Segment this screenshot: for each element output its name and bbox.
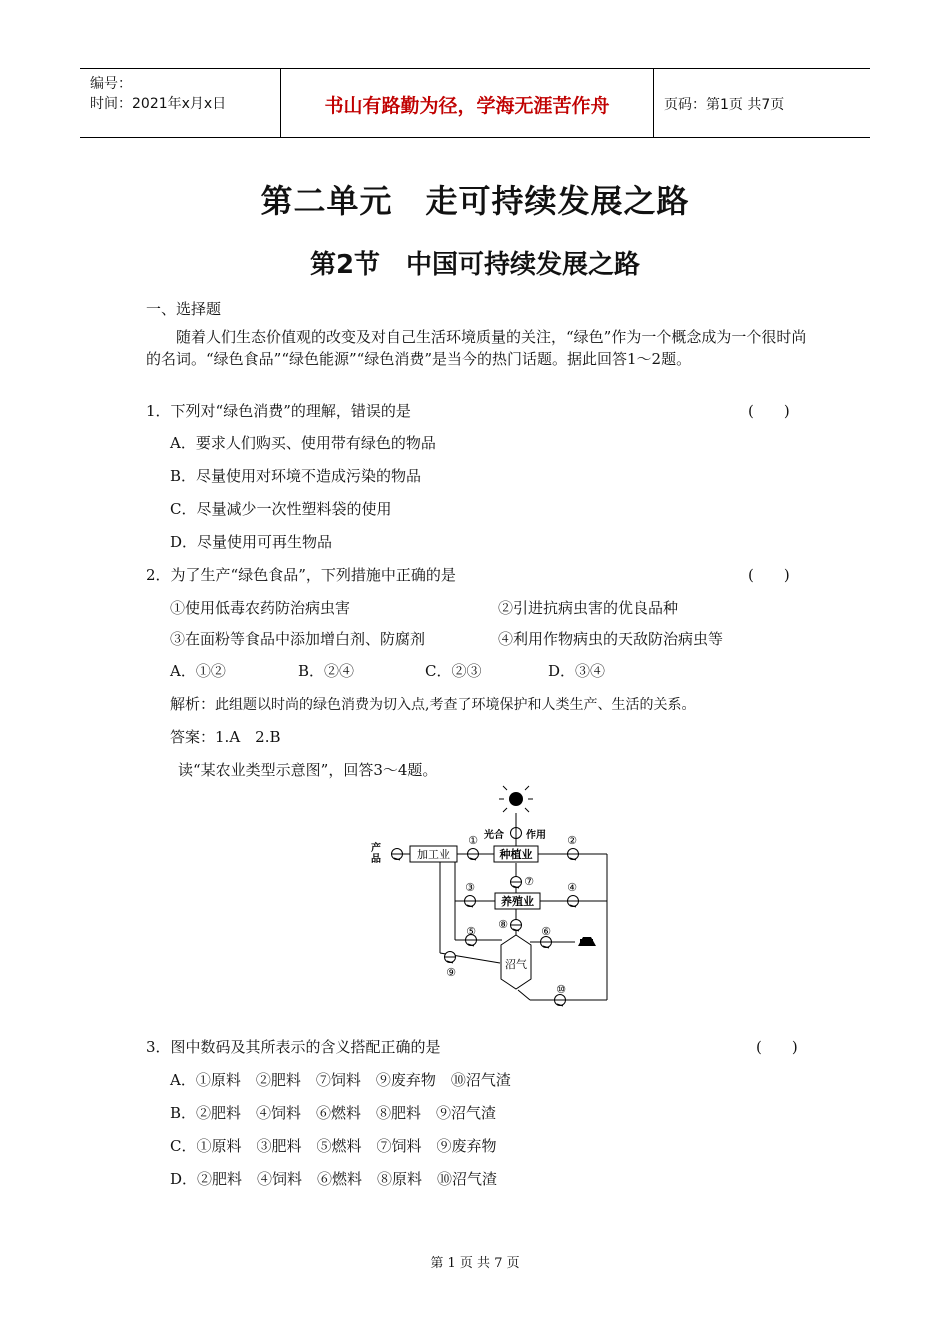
num-1: ①	[468, 834, 478, 847]
biogas-label: 沼气	[505, 958, 527, 971]
breeding-label: 养殖业	[501, 895, 534, 908]
q2-choice-a: A．①②	[170, 662, 226, 680]
q2-choice-b: B．②④	[298, 662, 355, 680]
q3-option-d: D．②肥料 ④饲料 ⑥燃料 ⑧原料 ⑩沼气渣	[170, 1170, 498, 1188]
num-2: ②	[567, 834, 577, 847]
q2-choice-d: D．③④	[548, 662, 606, 680]
product-label-2: 品	[371, 854, 381, 865]
q2-item-1: ①使用低毒农药防治病虫害	[170, 599, 351, 617]
page-subtitle: 第2节 中国可持续发展之路	[309, 250, 641, 280]
page-info: 页码：第1页 共7页	[664, 97, 785, 113]
number-label: 编号：	[90, 76, 132, 92]
intro-paragraph: 随着人们生态价值观的改变及对自己生活环境质量的关注，“绿色”作为一个概念成为一个很时尚的名词。“绿色食品”“绿色能源”“绿色消费”是当今的热门话题。据此回答1～2题。	[146, 328, 807, 368]
q3-option-a: A．①原料 ②肥料 ⑦饲料 ⑨废弃物 ⑩沼气渣	[170, 1071, 511, 1089]
q2-item-3: ③在面粉等食品中添加增白剂、防腐剂	[170, 630, 426, 648]
q2-answer-paren: ( )	[748, 566, 790, 584]
q1-option-b: B．尽量使用对环境不造成污染的物品	[170, 467, 422, 485]
q3-answer-paren: ( )	[756, 1038, 798, 1056]
answer-text: 1.A 2.B	[215, 728, 281, 746]
num-10: ⑩	[556, 983, 566, 996]
num-8: ⑧	[498, 918, 508, 931]
section-heading: 一、选择题	[146, 300, 222, 318]
planting-label: 种植业	[499, 848, 533, 861]
header-table	[80, 68, 870, 138]
answer-label: 答案：	[170, 728, 216, 746]
motto: 书山有路勤为径，学海无涯苦作舟	[324, 95, 610, 117]
agriculture-diagram	[360, 785, 630, 1010]
house-icon	[578, 937, 596, 946]
q3-option-c: C．①原料 ③肥料 ⑤燃料 ⑦饲料 ⑨废弃物	[170, 1137, 497, 1155]
q1-option-c: C．尽量减少一次性塑料袋的使用	[170, 500, 392, 518]
num-7: ⑦	[524, 875, 534, 888]
product-label-1: 产	[371, 843, 381, 854]
num-3: ③	[465, 881, 475, 894]
analysis	[170, 693, 695, 714]
photosynthesis-label-2: 作用	[526, 830, 546, 841]
q1-option-d: D．尽量使用可再生物品	[170, 533, 333, 551]
analysis-label: 解析：	[170, 695, 216, 713]
q1-option-a: A．要求人们购买、使用带有绿色的物品	[170, 434, 436, 452]
num-6: ⑥	[541, 925, 551, 938]
q1-stem: 1．下列对“绿色消费”的理解，错误的是	[146, 402, 411, 420]
page-footer: 第 1 页 共 7 页	[430, 1256, 520, 1271]
header-page-cell	[654, 69, 870, 137]
analysis-text: 此组题以时尚的绿色消费为切入点,考查了环境保护和人类生产、生活的关系。	[215, 697, 696, 713]
header-motto-cell	[281, 69, 654, 137]
intro-q3-4: 读“某农业类型示意图”，回答3～4题。	[178, 761, 438, 779]
header-info-cell	[80, 69, 281, 137]
num-5: ⑤	[466, 925, 476, 938]
num-4: ④	[567, 881, 577, 894]
photosynthesis-label-1: 光合	[484, 830, 504, 841]
page-title: 第二单元 走可持续发展之路	[260, 182, 690, 220]
answer	[170, 726, 281, 747]
q2-choice-c: C．②③	[425, 662, 482, 680]
q3-option-b: B．②肥料 ④饲料 ⑥燃料 ⑧肥料 ⑨沼气渣	[170, 1104, 497, 1122]
q2-stem: 2．为了生产“绿色食品”，下列措施中正确的是	[146, 566, 456, 584]
q2-item-4: ④利用作物病虫的天敌防治病虫等	[498, 630, 724, 648]
processing-label: 加工业	[417, 848, 450, 861]
q1-answer-paren: ( )	[748, 402, 790, 420]
q3-stem: 3．图中数码及其所表示的含义搭配正确的是	[146, 1038, 441, 1056]
date-label: 时间：2021年x月x日	[90, 96, 227, 112]
q2-item-2: ②引进抗病虫害的优良品种	[498, 599, 679, 617]
num-9: ⑨	[446, 966, 456, 979]
